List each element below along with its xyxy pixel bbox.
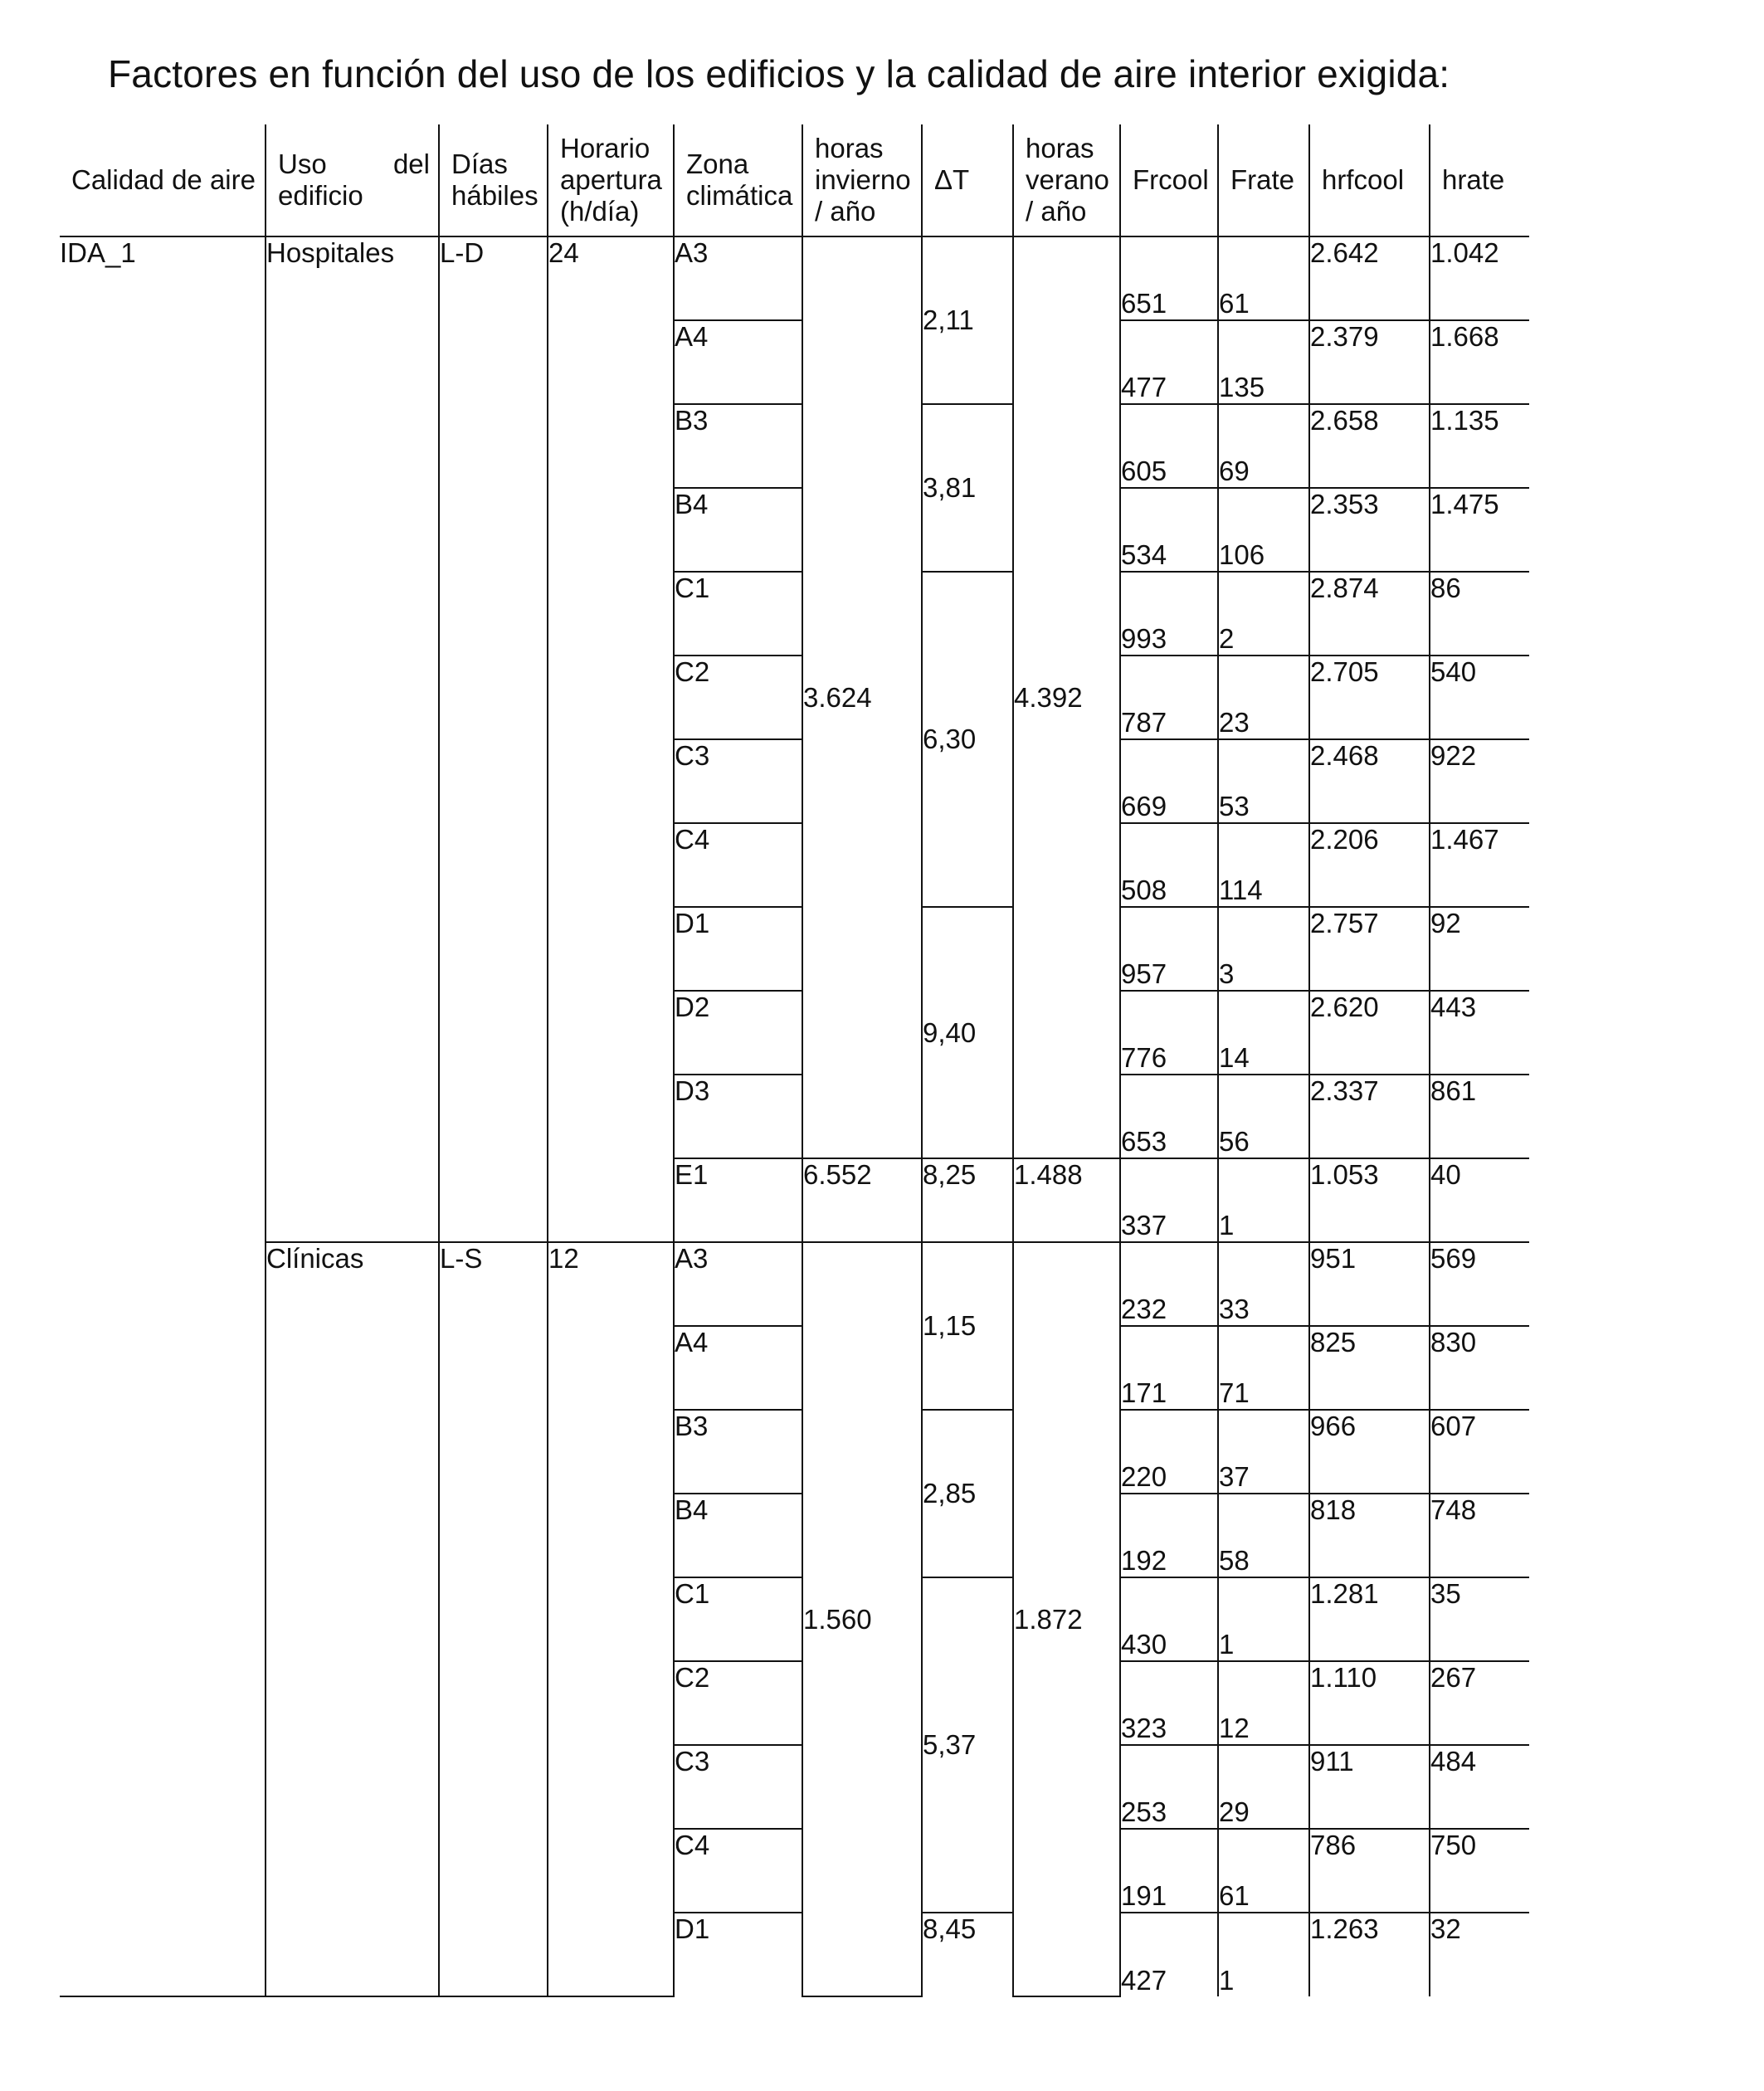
hrate-cell: 32 <box>1430 1913 1529 1996</box>
delta-t-cell: 2,85 <box>922 1410 1013 1577</box>
hrfcool-cell: 1.110 <box>1309 1661 1430 1745</box>
frate-cell: 2 <box>1218 572 1309 656</box>
frcool-cell: 605 <box>1120 404 1218 488</box>
hrfcool-cell: 2.620 <box>1309 991 1430 1075</box>
delta-t-cell: 8,25 <box>922 1158 1013 1242</box>
hrfcool-cell: 1.281 <box>1309 1577 1430 1661</box>
frcool-cell: 220 <box>1120 1410 1218 1494</box>
hrate-cell: 607 <box>1430 1410 1529 1494</box>
frcool-cell: 651 <box>1120 236 1218 320</box>
delta-t-cell: 1,15 <box>922 1242 1013 1410</box>
hrfcool-cell: 2.353 <box>1309 488 1430 572</box>
zona-cell: B3 <box>674 404 802 488</box>
header-delta-t: ΔT <box>922 124 1013 236</box>
hrfcool-cell: 2.337 <box>1309 1075 1430 1158</box>
horas-verano-cell: 1.872 <box>1013 1242 1120 1996</box>
hrfcool-cell: 1.263 <box>1309 1913 1430 1996</box>
header-dias: Días hábiles <box>439 124 548 236</box>
frate-cell: 61 <box>1218 236 1309 320</box>
frcool-cell: 171 <box>1120 1326 1218 1410</box>
header-frcool: Frcool <box>1120 124 1218 236</box>
frate-cell: 61 <box>1218 1829 1309 1913</box>
hrfcool-cell: 1.053 <box>1309 1158 1430 1242</box>
frate-cell: 106 <box>1218 488 1309 572</box>
frate-cell: 23 <box>1218 656 1309 739</box>
hrfcool-cell: 818 <box>1309 1494 1430 1577</box>
delta-t-cell: 6,30 <box>922 572 1013 907</box>
frcool-cell: 787 <box>1120 656 1218 739</box>
hrate-cell: 750 <box>1430 1829 1529 1913</box>
hrfcool-cell: 786 <box>1309 1829 1430 1913</box>
zona-cell: C2 <box>674 1661 802 1745</box>
frate-cell: 1 <box>1218 1158 1309 1242</box>
horas-invierno-cell: 1.560 <box>802 1242 922 1996</box>
hrate-cell: 1.668 <box>1430 320 1529 404</box>
page-title: Factores en función del uso de los edificios y la calidad de aire interior exigida: <box>108 52 1450 95</box>
header-horas-verano: horas verano / año <box>1013 124 1120 236</box>
frate-cell: 37 <box>1218 1410 1309 1494</box>
frcool-cell: 957 <box>1120 907 1218 991</box>
table-row <box>60 236 1529 320</box>
frate-cell: 135 <box>1218 320 1309 404</box>
hrate-cell: 748 <box>1430 1494 1529 1577</box>
frcool-cell: 477 <box>1120 320 1218 404</box>
hrfcool-cell: 2.874 <box>1309 572 1430 656</box>
header-uso: Uso del edificio <box>266 124 439 236</box>
zona-cell: A3 <box>674 236 802 320</box>
zona-cell: B4 <box>674 488 802 572</box>
hrfcool-cell: 825 <box>1309 1326 1430 1410</box>
frcool-cell: 669 <box>1120 739 1218 823</box>
zona-cell: D1 <box>674 907 802 991</box>
zona-cell: C1 <box>674 1577 802 1661</box>
frcool-cell: 427 <box>1120 1913 1218 1996</box>
frcool-cell: 534 <box>1120 488 1218 572</box>
horario-cell: 24 <box>548 236 674 1242</box>
calidad-cell: IDA_1 <box>60 236 266 1996</box>
hrate-cell: 484 <box>1430 1745 1529 1829</box>
hrate-cell: 830 <box>1430 1326 1529 1410</box>
zona-cell: B3 <box>674 1410 802 1494</box>
header-frate: Frate <box>1218 124 1309 236</box>
delta-t-cell: 9,40 <box>922 907 1013 1158</box>
factors-table <box>60 124 1529 1997</box>
hrate-cell: 569 <box>1430 1242 1529 1326</box>
header-calidad: Calidad de aire <box>60 124 266 236</box>
hrate-cell: 922 <box>1430 739 1529 823</box>
horario-cell: 12 <box>548 1242 674 1996</box>
frate-cell: 14 <box>1218 991 1309 1075</box>
uso-cell: Hospitales <box>266 236 439 1242</box>
hrfcool-cell: 2.206 <box>1309 823 1430 907</box>
frate-cell: 114 <box>1218 823 1309 907</box>
frcool-cell: 192 <box>1120 1494 1218 1577</box>
dias-cell: L-D <box>439 236 548 1242</box>
frate-cell: 71 <box>1218 1326 1309 1410</box>
frate-cell: 1 <box>1218 1577 1309 1661</box>
frate-cell: 33 <box>1218 1242 1309 1326</box>
horas-verano-cell: 4.392 <box>1013 236 1120 1158</box>
frate-cell: 12 <box>1218 1661 1309 1745</box>
hrfcool-cell: 2.757 <box>1309 907 1430 991</box>
zona-cell: C3 <box>674 1745 802 1829</box>
frcool-cell: 253 <box>1120 1745 1218 1829</box>
table-row <box>60 1242 1529 1326</box>
delta-t-cell: 5,37 <box>922 1577 1013 1913</box>
frate-cell: 29 <box>1218 1745 1309 1829</box>
header-row <box>60 124 1529 236</box>
frcool-cell: 232 <box>1120 1242 1218 1326</box>
frcool-cell: 191 <box>1120 1829 1218 1913</box>
zona-cell: A4 <box>674 1326 802 1410</box>
frate-cell: 3 <box>1218 907 1309 991</box>
frate-cell: 58 <box>1218 1494 1309 1577</box>
hrfcool-cell: 911 <box>1309 1745 1430 1829</box>
frcool-cell: 653 <box>1120 1075 1218 1158</box>
zona-cell: B4 <box>674 1494 802 1577</box>
zona-cell: C4 <box>674 823 802 907</box>
hrate-cell: 86 <box>1430 572 1529 656</box>
zona-cell: E1 <box>674 1158 802 1242</box>
hrate-cell: 267 <box>1430 1661 1529 1745</box>
frcool-cell: 430 <box>1120 1577 1218 1661</box>
hrfcool-cell: 2.658 <box>1309 404 1430 488</box>
hrfcool-cell: 2.705 <box>1309 656 1430 739</box>
hrate-cell: 540 <box>1430 656 1529 739</box>
horas-verano-cell: 1.488 <box>1013 1158 1120 1242</box>
zona-cell: C1 <box>674 572 802 656</box>
zona-cell: D2 <box>674 991 802 1075</box>
delta-t-cell: 8,45 <box>922 1913 1013 1996</box>
frate-cell: 56 <box>1218 1075 1309 1158</box>
delta-t-cell: 3,81 <box>922 404 1013 572</box>
hrate-cell: 1.467 <box>1430 823 1529 907</box>
header-horario: Horario apertura (h/día) <box>548 124 674 236</box>
hrate-cell: 92 <box>1430 907 1529 991</box>
hrate-cell: 1.135 <box>1430 404 1529 488</box>
hrate-cell: 40 <box>1430 1158 1529 1242</box>
header-hrate: hrate <box>1430 124 1529 236</box>
frcool-cell: 776 <box>1120 991 1218 1075</box>
dias-cell: L-S <box>439 1242 548 1996</box>
zona-cell: D3 <box>674 1075 802 1158</box>
zona-cell: D1 <box>674 1913 802 1996</box>
frate-cell: 53 <box>1218 739 1309 823</box>
hrfcool-cell: 2.468 <box>1309 739 1430 823</box>
frate-cell: 1 <box>1218 1913 1309 1996</box>
horas-invierno-cell: 6.552 <box>802 1158 922 1242</box>
horas-invierno-cell: 3.624 <box>802 236 922 1158</box>
header-hrfcool: hrfcool <box>1309 124 1430 236</box>
frate-cell: 69 <box>1218 404 1309 488</box>
frcool-cell: 337 <box>1120 1158 1218 1242</box>
hrate-cell: 1.042 <box>1430 236 1529 320</box>
hrate-cell: 443 <box>1430 991 1529 1075</box>
header-zona: Zona climática <box>674 124 802 236</box>
uso-cell: Clínicas <box>266 1242 439 1996</box>
hrate-cell: 861 <box>1430 1075 1529 1158</box>
frcool-cell: 508 <box>1120 823 1218 907</box>
hrfcool-cell: 951 <box>1309 1242 1430 1326</box>
zona-cell: C2 <box>674 656 802 739</box>
delta-t-cell: 2,11 <box>922 236 1013 404</box>
zona-cell: C4 <box>674 1829 802 1913</box>
zona-cell: A3 <box>674 1242 802 1326</box>
hrate-cell: 35 <box>1430 1577 1529 1661</box>
hrate-cell: 1.475 <box>1430 488 1529 572</box>
frcool-cell: 323 <box>1120 1661 1218 1745</box>
hrfcool-cell: 966 <box>1309 1410 1430 1494</box>
hrfcool-cell: 2.642 <box>1309 236 1430 320</box>
zona-cell: A4 <box>674 320 802 404</box>
hrfcool-cell: 2.379 <box>1309 320 1430 404</box>
frcool-cell: 993 <box>1120 572 1218 656</box>
header-horas-invierno: horas invierno / año <box>802 124 922 236</box>
zona-cell: C3 <box>674 739 802 823</box>
